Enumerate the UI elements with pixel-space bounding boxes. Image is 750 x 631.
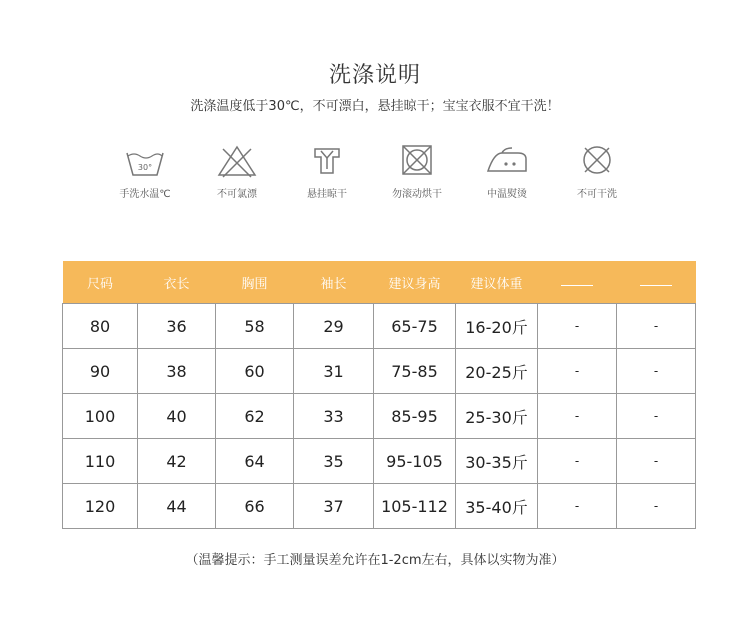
table-cell: -: [617, 484, 696, 529]
table-cell: 29: [294, 304, 374, 349]
table-cell: 36: [138, 304, 216, 349]
table-cell: 60: [216, 349, 294, 394]
table-cell: 105-112: [374, 484, 456, 529]
iron-medium-icon: [482, 143, 532, 179]
no-tumble-dry-icon: [395, 143, 439, 179]
table-header-row: [63, 261, 696, 304]
column-header-size: 尺码: [63, 261, 138, 304]
table-cell: 16-20斤: [456, 304, 538, 349]
care-instructions-title: 洗涤说明: [328, 63, 421, 88]
table-cell: -: [617, 349, 696, 394]
column-header-sleeve: 袖长: [294, 261, 374, 304]
table-cell: 58: [216, 304, 294, 349]
table-cell: 33: [294, 394, 374, 439]
care-label: 不可氯漂: [217, 189, 257, 200]
care-label: 不可干洗: [577, 189, 617, 200]
table-cell: 37: [294, 484, 374, 529]
table-cell: 25-30斤: [456, 394, 538, 439]
column-header-chest: 胸围: [216, 261, 294, 304]
table-cell: 31: [294, 349, 374, 394]
table-cell: -: [538, 349, 617, 394]
care-item-hand-wash: [100, 143, 190, 200]
measurement-note: （温馨提示：手工测量误差允许在1-2cm左右，具体以实物为准）: [185, 553, 565, 568]
care-item-hang-dry: [282, 143, 372, 200]
table-cell: -: [538, 439, 617, 484]
table-cell: 65-75: [374, 304, 456, 349]
care-label: 手洗水温℃: [119, 189, 171, 200]
hang-dry-icon: [305, 143, 349, 179]
care-item-no-dry-clean: [552, 143, 642, 200]
table-cell: 64: [216, 439, 294, 484]
table-cell: 42: [138, 439, 216, 484]
care-label: 勿滚动烘干: [392, 189, 442, 200]
care-item-no-tumble-dry: [372, 143, 462, 200]
column-header-weight: 建议体重: [456, 261, 538, 304]
table-cell: 30-35斤: [456, 439, 538, 484]
table-cell: 35-40斤: [456, 484, 538, 529]
column-header-blank-2: [617, 261, 696, 304]
table-cell: 120: [63, 484, 138, 529]
no-dry-clean-icon: [575, 143, 619, 179]
wash-temp-badge: 30°: [137, 163, 153, 172]
table-row: [63, 439, 696, 484]
column-header-height: 建议身高: [374, 261, 456, 304]
table-cell: 100: [63, 394, 138, 439]
table-cell: -: [538, 484, 617, 529]
table-row: [63, 304, 696, 349]
table-cell: 90: [63, 349, 138, 394]
table-cell: 44: [138, 484, 216, 529]
table-cell: 110: [63, 439, 138, 484]
care-label: 中温熨烫: [487, 189, 527, 200]
table-row: [63, 394, 696, 439]
table-cell: 38: [138, 349, 216, 394]
size-chart-table: [62, 261, 696, 529]
table-cell: 66: [216, 484, 294, 529]
no-bleach-icon: [215, 143, 259, 179]
table-cell: 40: [138, 394, 216, 439]
table-cell: -: [617, 439, 696, 484]
table-cell: 35: [294, 439, 374, 484]
table-cell: -: [617, 304, 696, 349]
care-icons-row: [100, 143, 640, 213]
table-row: [63, 484, 696, 529]
table-cell: 85-95: [374, 394, 456, 439]
table-cell: 75-85: [374, 349, 456, 394]
column-header-length: 衣长: [138, 261, 216, 304]
care-instructions-subtitle: 洗涤温度低于30℃，不可漂白，悬挂晾干；宝宝衣服不宜干洗！: [190, 99, 560, 114]
care-label: 悬挂晾干: [307, 189, 347, 200]
table-cell: 95-105: [374, 439, 456, 484]
table-cell: -: [538, 304, 617, 349]
care-item-iron: [462, 143, 552, 200]
care-item-no-bleach: [192, 143, 282, 200]
table-cell: -: [538, 394, 617, 439]
table-cell: -: [617, 394, 696, 439]
table-row: [63, 349, 696, 394]
table-cell: 62: [216, 394, 294, 439]
hand-wash-30-icon: [123, 143, 167, 179]
column-header-blank-1: [538, 261, 617, 304]
table-cell: 80: [63, 304, 138, 349]
table-cell: 20-25斤: [456, 349, 538, 394]
